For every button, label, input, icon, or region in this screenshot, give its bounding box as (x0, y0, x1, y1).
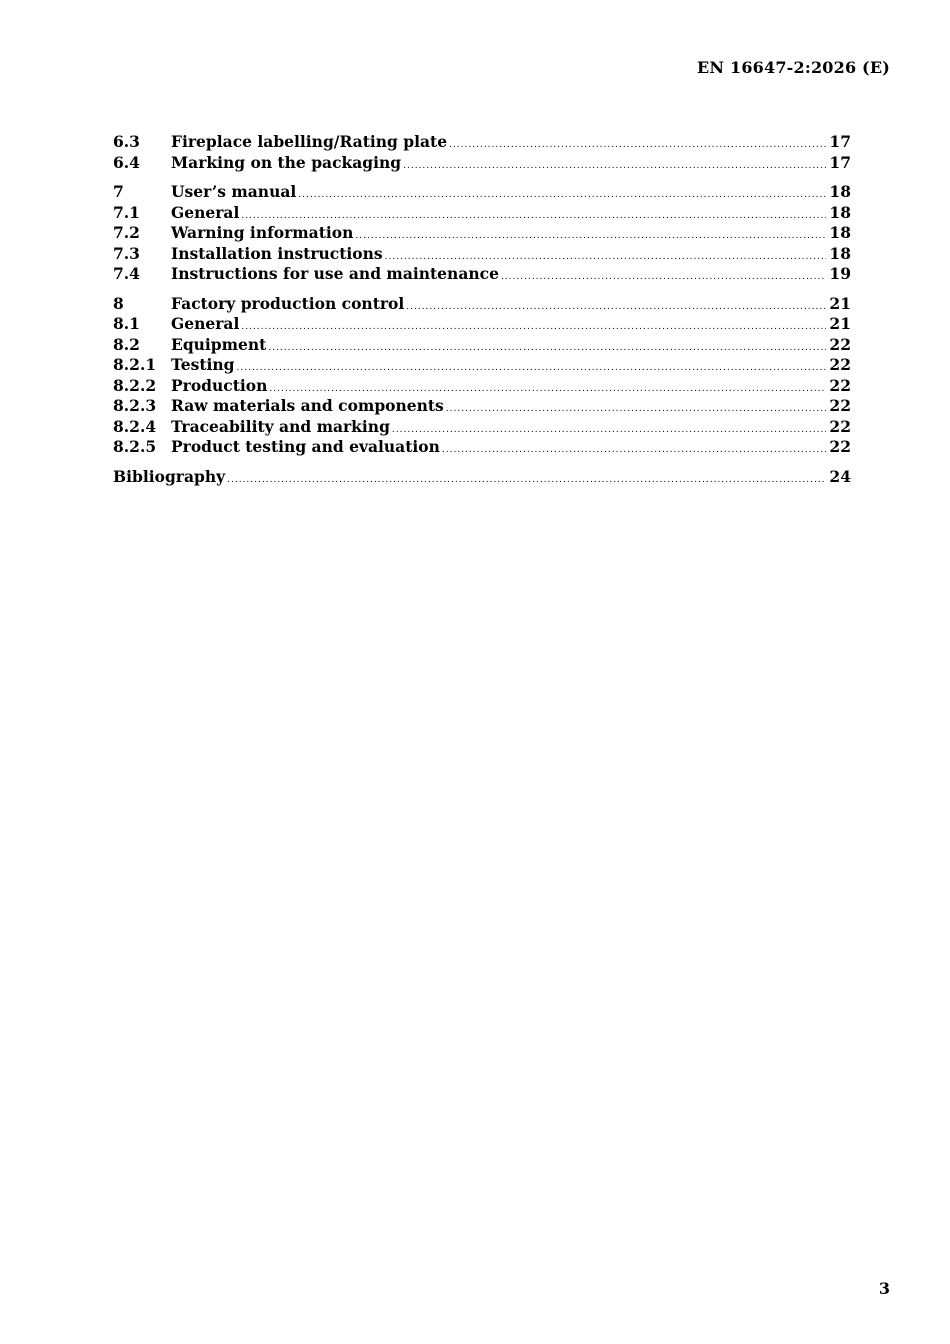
toc-entry[interactable] (113, 203, 851, 224)
table-of-contents (113, 132, 851, 496)
toc-entry-number: 6.3 (113, 132, 140, 151)
toc-entry[interactable] (113, 264, 851, 285)
toc-entry-title: Traceability and marking (171, 416, 390, 436)
toc-entry-page: 22 (829, 375, 851, 395)
toc-entry-title: Product testing and evaluation (171, 437, 440, 456)
toc-entry-page: 21 (829, 293, 851, 313)
toc-entry-number: 7.3 (113, 243, 140, 263)
toc-group (113, 182, 851, 285)
toc-group (113, 294, 851, 458)
toc-entry-number: 8 (113, 293, 124, 313)
toc-entry-title: General (171, 202, 240, 222)
toc-entry[interactable] (113, 182, 851, 203)
toc-entry-number: 7 (113, 182, 124, 201)
toc-entry-title: Fireplace labelling/Rating plate (171, 132, 448, 151)
toc-entry-title: Instructions for use and maintenance (171, 264, 499, 283)
toc-group (113, 132, 851, 173)
toc-entry-title: Equipment (171, 334, 267, 354)
toc-entry-number: 7.1 (113, 202, 140, 222)
toc-dot-leader (355, 226, 826, 247)
toc-entry-page: 22 (829, 396, 851, 415)
toc-entry[interactable] (113, 314, 851, 335)
toc-dot-leader (298, 185, 826, 206)
toc-entry-page: 22 (829, 437, 851, 456)
toc-entry-number: 8.2.3 (113, 396, 157, 415)
toc-entry[interactable] (113, 417, 851, 438)
toc-entry-title: Marking on the packaging (171, 152, 402, 172)
toc-entry-page: 24 (829, 466, 851, 486)
toc-entry-page: 18 (829, 182, 851, 201)
toc-entry-title: Bibliography (113, 466, 226, 486)
toc-entry[interactable] (113, 376, 851, 397)
toc-entry[interactable] (113, 355, 851, 376)
toc-entry-page: 18 (829, 223, 851, 242)
toc-entry-bibliography[interactable] (113, 467, 851, 488)
toc-entry-title: General (171, 314, 240, 333)
toc-entry-title: Testing (171, 355, 235, 374)
toc-entry-title: Factory production control (171, 293, 405, 313)
toc-entry-title: Raw materials and components (171, 396, 444, 415)
toc-entry-number: 6.4 (113, 152, 140, 172)
toc-dot-leader (406, 297, 826, 318)
toc-entry-page: 18 (829, 243, 851, 263)
toc-entry-title: Warning information (171, 223, 354, 242)
toc-dot-leader (446, 399, 827, 420)
toc-entry-page: 22 (829, 355, 851, 374)
toc-entry-number: 8.2.2 (113, 375, 157, 395)
toc-entry-number: 8.1 (113, 314, 140, 333)
toc-entry-page: 17 (829, 152, 851, 172)
toc-entry-page: 17 (829, 132, 851, 151)
toc-dot-leader (403, 156, 826, 177)
document-id-header: EN 16647-2:2026 (E) (697, 58, 890, 77)
toc-dot-leader (227, 470, 826, 491)
toc-entry[interactable] (113, 244, 851, 265)
toc-dot-leader (237, 358, 827, 379)
toc-dot-leader (392, 420, 827, 441)
toc-entry[interactable] (113, 335, 851, 356)
page-number: 3 (878, 1279, 890, 1298)
toc-entry[interactable] (113, 294, 851, 315)
toc-dot-leader (442, 440, 827, 461)
toc-entry-title: User’s manual (171, 182, 297, 201)
toc-entry-page: 22 (829, 416, 851, 436)
toc-entry-number: 8.2.1 (113, 355, 157, 374)
toc-entry-page: 21 (829, 314, 851, 333)
toc-entry[interactable] (113, 223, 851, 244)
toc-entry-number: 8.2.5 (113, 437, 157, 456)
toc-entry[interactable] (113, 437, 851, 458)
toc-entry-title: Installation instructions (171, 243, 383, 263)
toc-entry-number: 8.2.4 (113, 416, 157, 436)
toc-entry[interactable] (113, 396, 851, 417)
toc-dot-leader (501, 267, 826, 288)
toc-entry-page: 22 (829, 334, 851, 354)
toc-entry-page: 19 (829, 264, 851, 283)
toc-entry[interactable] (113, 132, 851, 153)
toc-entry-page: 18 (829, 202, 851, 222)
toc-group (113, 467, 851, 488)
toc-entry-number: 8.2 (113, 334, 140, 354)
toc-entry[interactable] (113, 153, 851, 174)
toc-entry-number: 7.4 (113, 264, 140, 283)
toc-entry-number: 7.2 (113, 223, 140, 242)
toc-dot-leader (268, 338, 826, 359)
toc-dot-leader (241, 317, 826, 338)
toc-entry-title: Production (171, 375, 268, 395)
toc-dot-leader (449, 135, 826, 156)
